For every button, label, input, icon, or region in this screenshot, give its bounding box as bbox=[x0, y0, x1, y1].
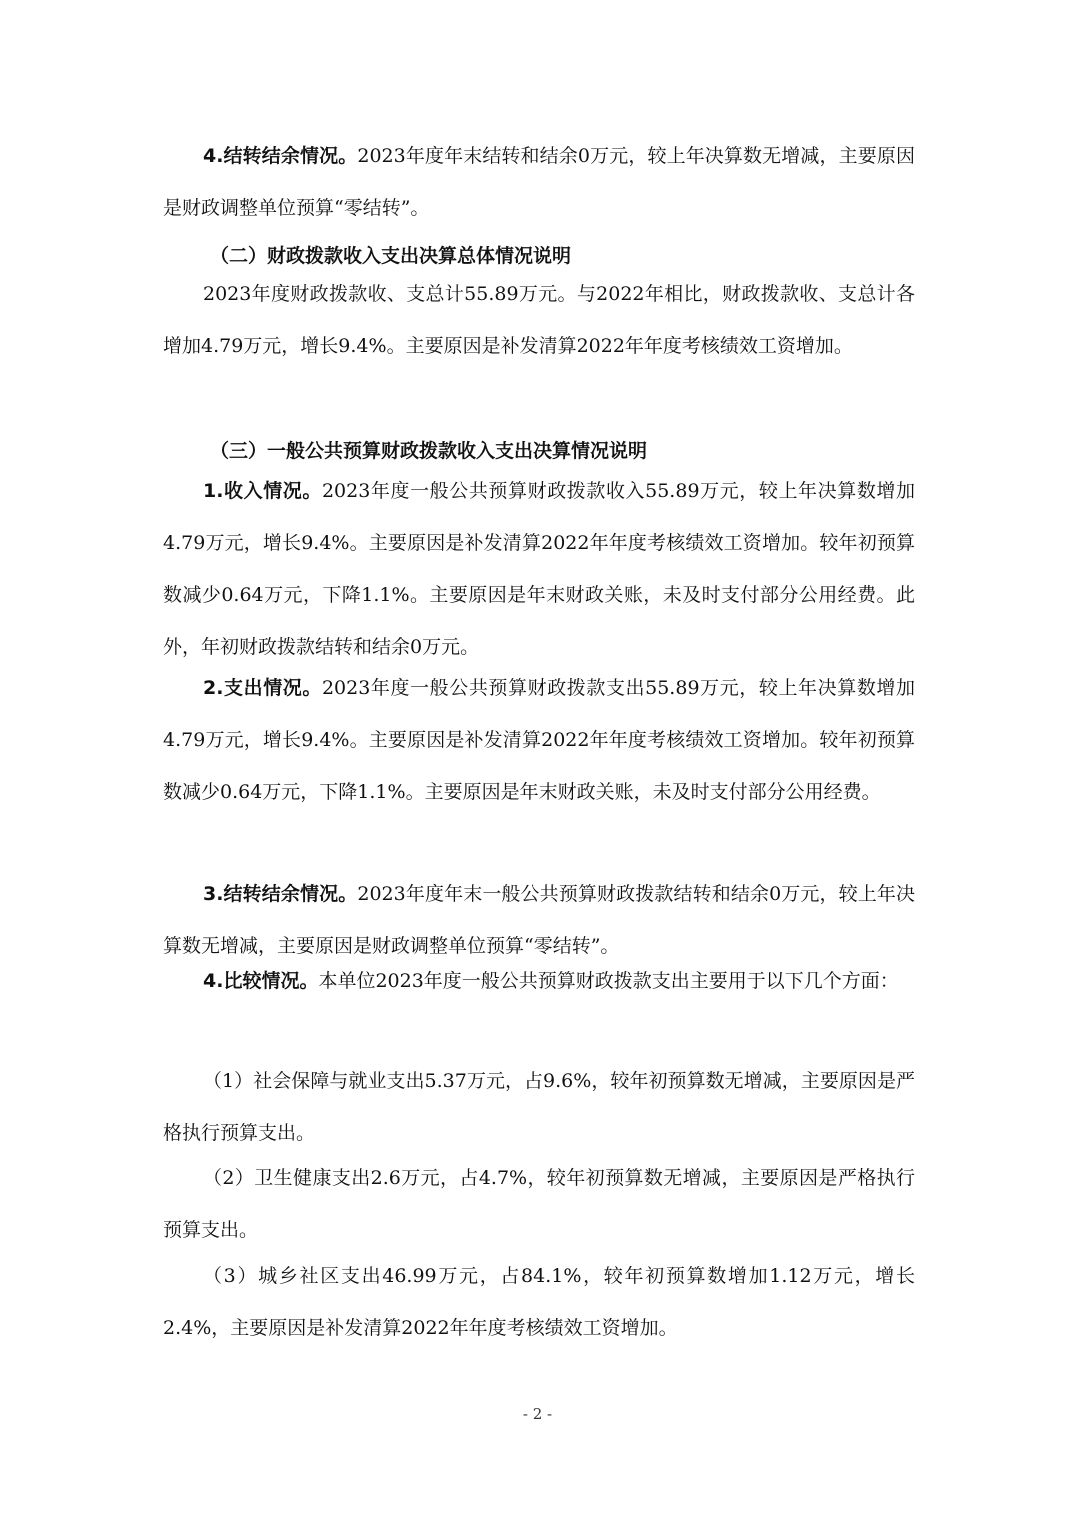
paragraph-text: 2023年度财政拨款收、支总计55.89万元。与2022年相比，财政拨款收、支总计各增加4.79万元，增长9.4%。主要原因是补发清算2022年年度考核绩效工资增加。 bbox=[163, 283, 915, 357]
page-number: - 2 - bbox=[522, 1405, 553, 1423]
paragraph-text: （2）卫生健康支出2.6万元，占4.7%，较年初预算数无增减，主要原因是严格执行预算支出。 bbox=[163, 1167, 915, 1241]
paragraph-text: （3）城乡社区支出46.99万元，占84.1%，较年初预算数增加1.12万元，增长2.4%，主要原因是补发清算2022年年度考核绩效工资增加。 bbox=[163, 1265, 915, 1339]
paragraph-text: 2023年度年末一般公共预算财政拨款结转和结余0万元，较上年决算数无增减，主要原因是财政调整单位预算“零结转”。 bbox=[163, 883, 915, 957]
list-item-social-security bbox=[163, 1055, 915, 1159]
paragraph-text: 2023年度一般公共预算财政拨款收入55.89万元，较上年决算数增加4.79万元，增长9.4%。主要原因是补发清算2022年年度考核绩效工资增加。较年初预算数减少0.64万元，下降1.1%。主要原因是年末财政关账，未及时支付部分公用经费。此外，年初财政拨款结转和结余0万元。 bbox=[163, 480, 915, 658]
list-item-urban-rural bbox=[163, 1250, 915, 1354]
paragraph-label: 1.收入情况。 bbox=[203, 480, 322, 502]
paragraph-text: 2023年度年末结转和结余0万元，较上年决算数无增减，主要原因是财政调整单位预算“零结转”。 bbox=[163, 145, 915, 219]
paragraph-text: 本单位2023年度一般公共预算财政拨款支出主要用于以下几个方面： bbox=[318, 970, 899, 992]
section-heading-2: （二）财政拨款收入支出决算总体情况说明 bbox=[210, 245, 572, 267]
section-heading-3: （三）一般公共预算财政拨款收入支出决算情况说明 bbox=[210, 440, 648, 462]
paragraph-text: 2023年度一般公共预算财政拨款支出55.89万元，较上年决算数增加4.79万元，增长9.4%。主要原因是补发清算2022年年度考核绩效工资增加。较年初预算数减少0.64万元，下降1.1%。主要原因是年末财政关账，未及时支付部分公用经费。 bbox=[163, 677, 915, 803]
paragraph-carryover-balance bbox=[163, 130, 915, 234]
paragraph-label: 4.比较情况。 bbox=[203, 970, 319, 992]
paragraph-text: （1）社会保障与就业支出5.37万元，占9.6%，较年初预算数无增减，主要原因是严格执行预算支出。 bbox=[163, 1070, 915, 1144]
paragraph-label: 4.结转结余情况。 bbox=[203, 145, 358, 167]
paragraph-label: 3.结转结余情况。 bbox=[203, 883, 358, 905]
paragraph-label: 2.支出情况。 bbox=[203, 677, 322, 699]
paragraph-comparison bbox=[163, 955, 915, 1007]
paragraph-expenditure bbox=[163, 662, 915, 818]
list-item-health bbox=[163, 1152, 915, 1256]
paragraph-fiscal-overview bbox=[163, 268, 915, 372]
paragraph-income bbox=[163, 465, 915, 673]
